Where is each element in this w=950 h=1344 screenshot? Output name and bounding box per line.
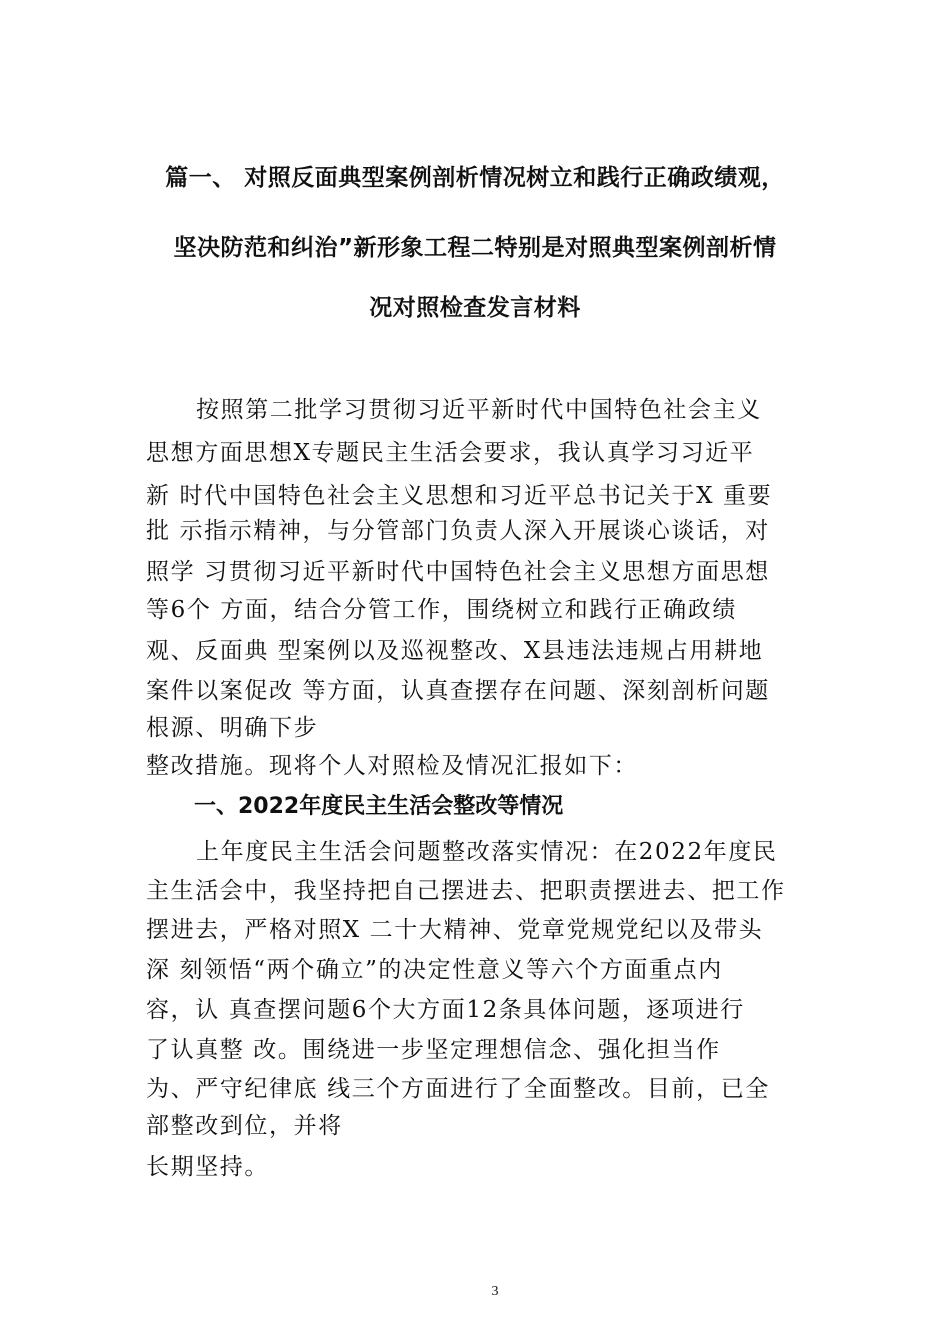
paragraph-line: 新 时代中国特色社会主义思想和习近平总书记关于X 重要: [146, 483, 773, 509]
document-title-line-1: 篇一、 对照反面典型案例剖析情况树立和践行正确政绩观，: [165, 165, 785, 191]
paragraph-line: 根源、明确下步: [146, 715, 319, 741]
paragraph-line: 批 示指示精神，与分管部门负责人深入开展谈心谈话，对: [146, 518, 770, 544]
paragraph-line: 照学 习贯彻习近平新时代中国特色社会主义思想方面思想: [146, 559, 770, 585]
paragraph-line: 容，认 真查摆问题6个大方面12条具体问题，逐项进行: [146, 997, 745, 1023]
document-title-line-3: 况对照检查发言材料: [369, 295, 581, 321]
paragraph-line: 按照第二批学习贯彻习近平新时代中国特色社会主义: [196, 397, 762, 423]
paragraph-line: 部整改到位，并将: [146, 1113, 343, 1139]
paragraph-line: 思想方面思想X专题民主生活会要求，我认真学习习近平: [146, 440, 755, 466]
paragraph-line: 为、严守纪律底 线三个方面进行了全面整改。目前，已全: [146, 1076, 770, 1102]
paragraph-line: 等6个 方面，结合分管工作，围绕树立和践行正确政绩: [146, 597, 737, 623]
paragraph-line: 长期坚持。: [146, 1154, 269, 1180]
page-number: 3: [491, 1284, 499, 1299]
paragraph-line: 深 刻领悟“两个确立”的决定性意义等六个方面重点内: [146, 957, 723, 983]
paragraph-line: 上年度民主生活会问题整改落实情况：在2022年度民: [196, 839, 778, 865]
section-heading: 一、2022年度民主生活会整改等情况: [194, 794, 564, 819]
paragraph-line: 案件以案促改 等方面，认真查摆存在问题、深刻剖析问题: [146, 678, 770, 704]
paragraph-line: 主生活会中，我坚持把自己摆进去、把职责摆进去、把工作: [146, 878, 786, 904]
document-title-line-2: 坚决防范和纠治”新形象工程二特别是对照典型案例剖析情: [173, 235, 777, 261]
paragraph-line: 整改措施。现将个人对照检及情况汇报如下：: [146, 753, 638, 779]
paragraph-line: 了认真整 改。围绕进一步坚定理想信念、强化担当作: [146, 1037, 721, 1063]
paragraph-line: 摆进去，严格对照X 二十大精神、党章党规党纪以及带头: [146, 917, 764, 943]
paragraph-line: 观、反面典 型案例以及巡视整改、X县违法违规占用耕地: [146, 638, 764, 664]
